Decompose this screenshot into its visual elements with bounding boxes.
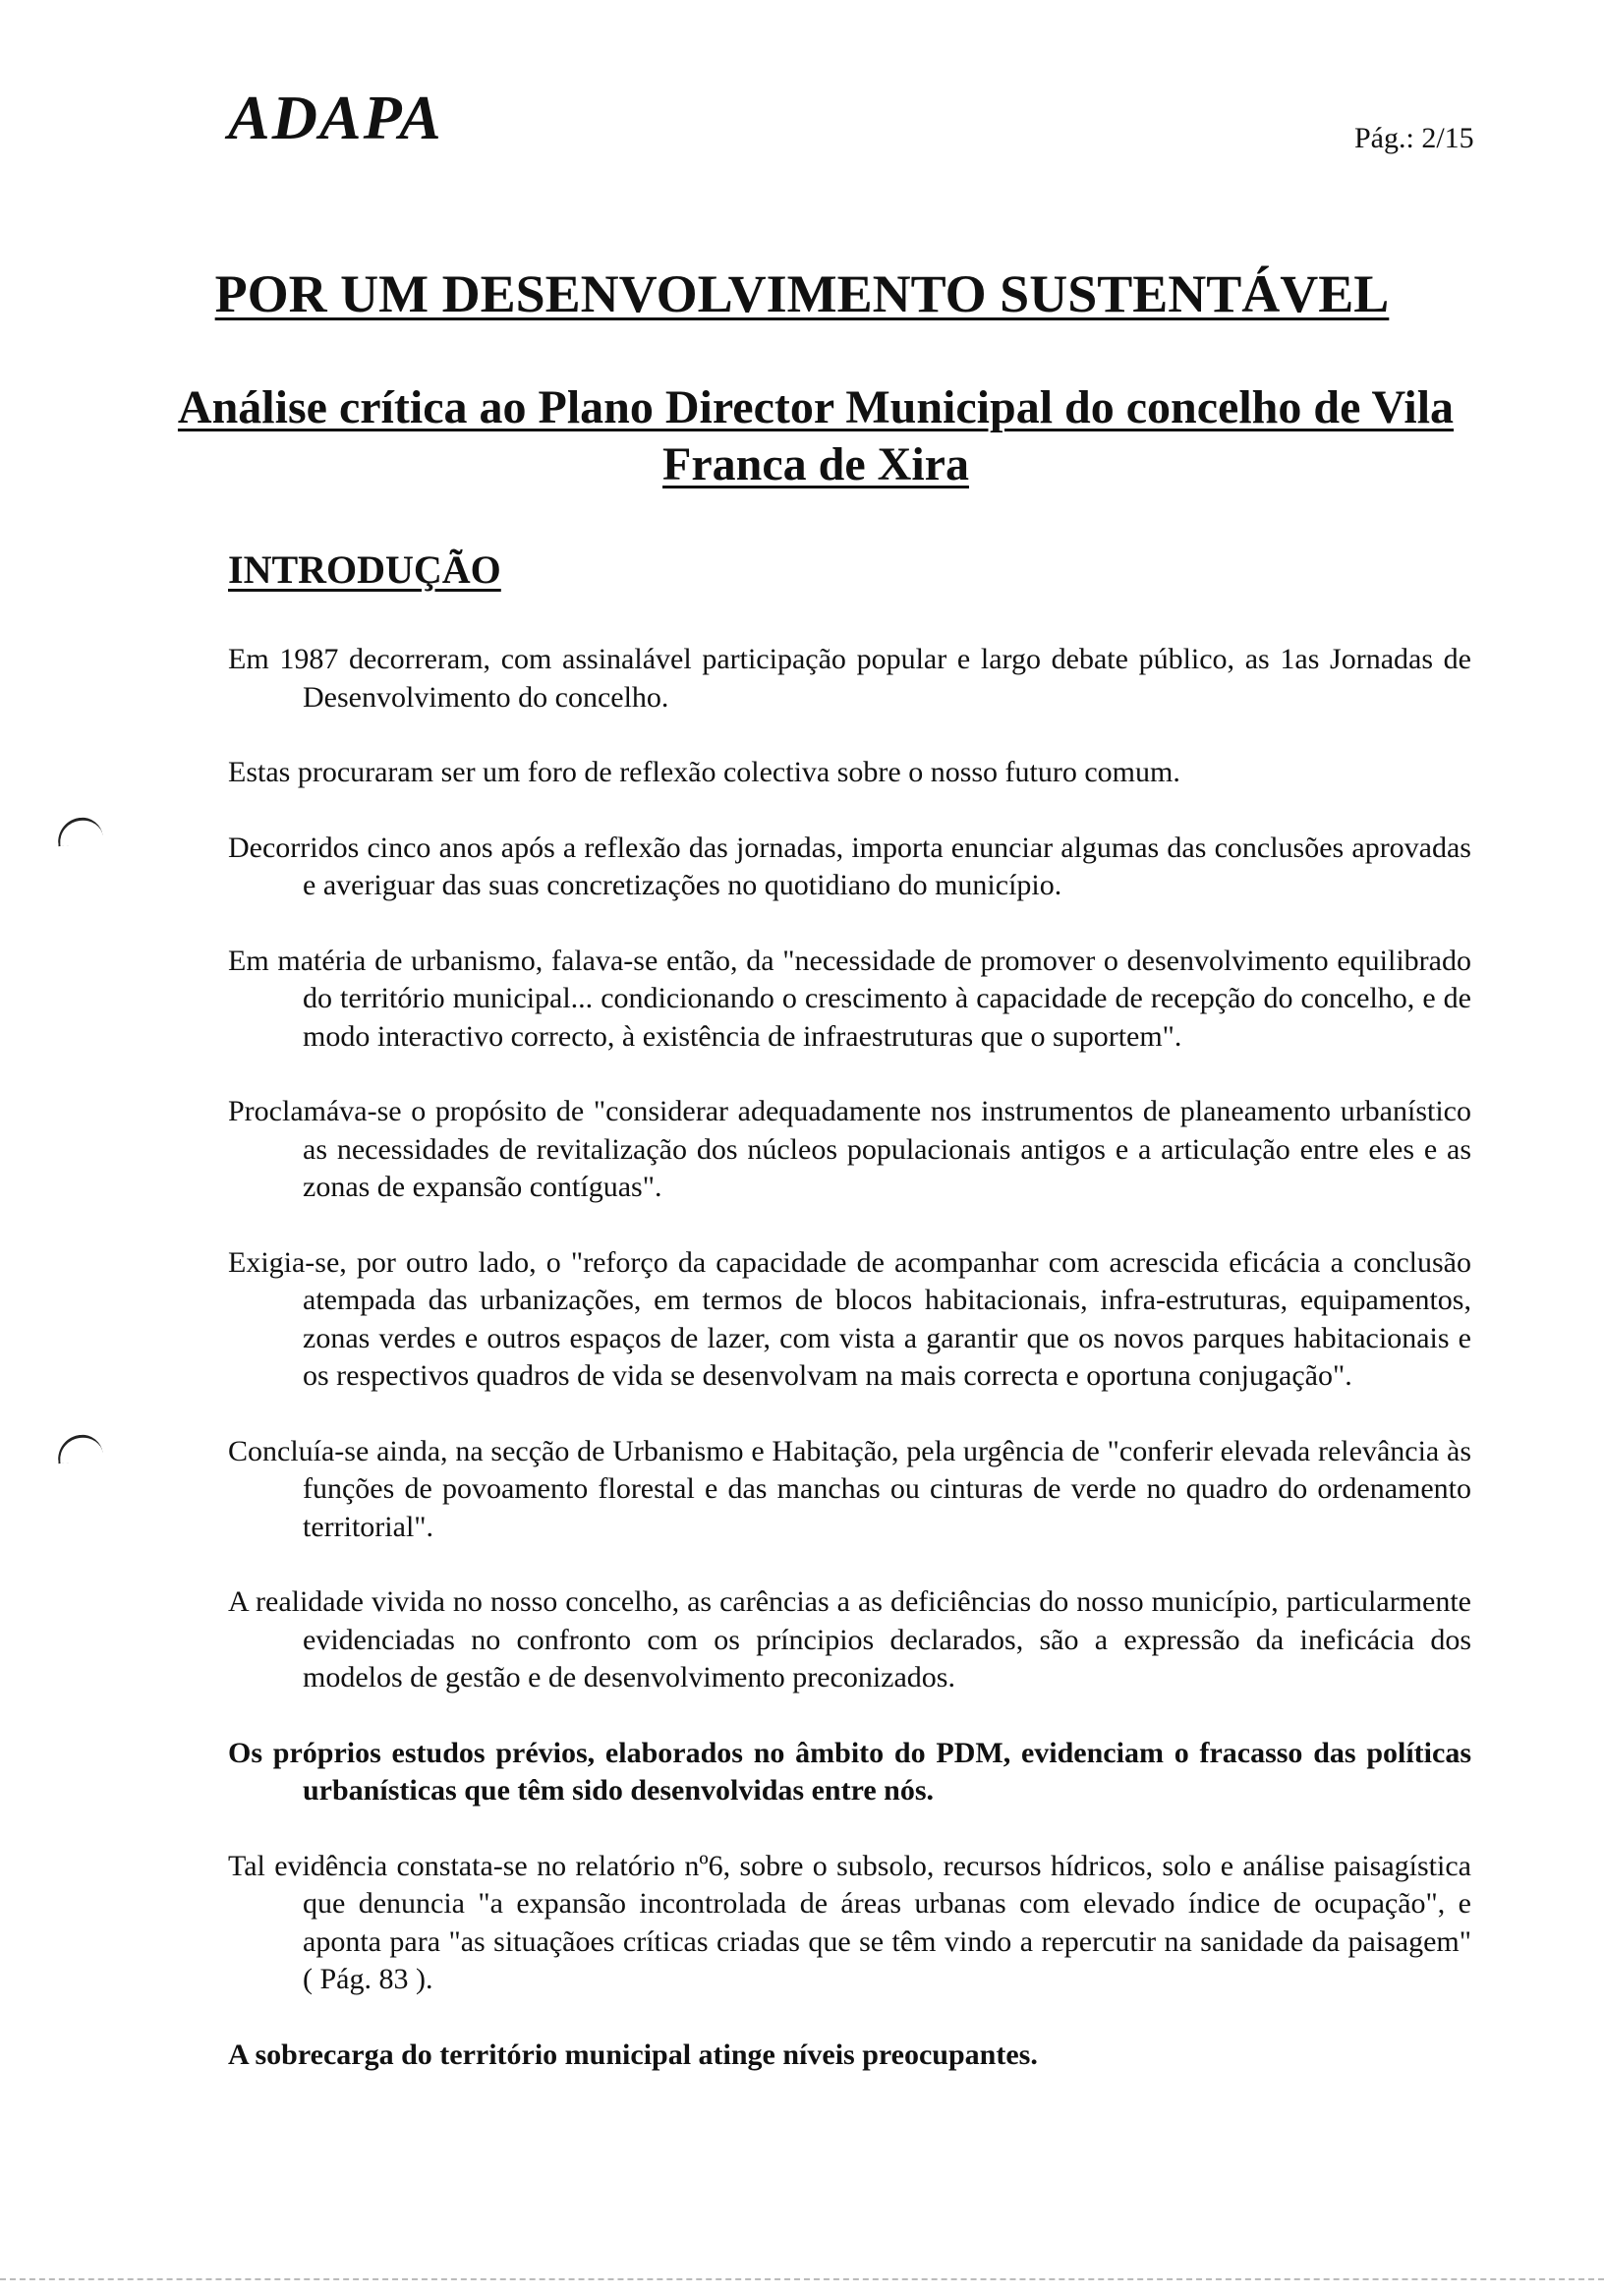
paragraph: A realidade vivida no nosso concelho, as carências a as deficiências do nosso município, particularmente evidenciadas no confronto com os príncipios declarados, são a expressão da ineficácia dos modelos de gestão e de desenvolvimento preconizados. [228,1585,1471,1693]
paragraph: Exigia-se, por outro lado, o "reforço da capacidade de acompanhar com acrescida eficácia a conclusão atempada das urbanizações, em termos de blocos habitacionais, infra-estruturas, equipamentos, zonas verdes e outros espaços de lazer, com vista a garantir que os novos parques habitacionais e os respectivos quadros de vida se desenvolvam na mais correcta e oportuna conjugação". [228,1245,1471,1392]
document-subtitle: Análise crítica ao Plano Director Municipal do concelho de Vila Franca de Xira [177,381,1455,490]
paragraph: Tal evidência constata-se no relatório nº6, sobre o subsolo, recursos hídricos, solo e análise paisagística que denuncia "a expansão incontrolada de áreas urbanas com elevado índice de ocupação", e aponta para "as situaçãoes críticas criadas que se têm vindo a repercutir na sanidade da paisagem" ( Pág. 83 ). [228,1849,1471,1995]
paragraph-emphasis: A sobrecarga do território municipal atinge níveis preocupantes. [228,2038,1038,2071]
paragraph: Em 1987 decorreram, com assinalável participação popular e largo debate público, as 1as Jornadas de Desenvolvimento do concelho. [228,643,1471,714]
scan-edge-line [0,2278,1604,2280]
document-title: POR UM DESENVOLVIMENTO SUSTENTÁVEL [214,264,1390,323]
document-body [228,641,1471,2111]
paragraph: Estas procuraram ser um foro de reflexão colectiva sobre o nosso futuro comum. [228,756,1180,788]
organization-name: ADAPA [228,83,443,152]
paragraph: Em matéria de urbanismo, falava-se então, da "necessidade de promover o desenvolvimento equilibrado do território municipal... condicionando o crescimento à capacidade de recepção do concelho, e de modo interactivo correcto, à existência de infraestruturas que o suportem". [228,944,1471,1053]
page-number: Pág.: 2/15 [1354,122,1474,154]
paragraph-emphasis: Os próprios estudos prévios, elaborados no âmbito do PDM, evidenciam o fracasso das políticas urbanísticas que têm sido desenvolvidas entre nós. [228,1736,1471,1807]
punch-hole-mark [56,1433,104,1464]
paragraph: Decorridos cinco anos após a reflexão das jornadas, importa enunciar algumas das conclusões aprovadas e averiguar das suas concretizações no quotidiano do município. [228,831,1471,901]
paragraph: Concluía-se ainda, na secção de Urbanismo e Habitação, pela urgência de "conferir elevada relevância às funções de povoamento florestal e das manchas ou cinturas de verde no quadro do ordenamento territorial". [228,1434,1471,1543]
paragraph: Proclamáva-se o propósito de "considerar adequadamente nos instrumentos de planeamento urbanístico as necessidades de revitalização dos núcleos populacionais antigos e a articulação entre eles e as zonas de expansão contíguas". [228,1095,1471,1203]
punch-hole-mark [56,816,104,847]
section-heading-introduction: INTRODUÇÃO [228,547,501,592]
